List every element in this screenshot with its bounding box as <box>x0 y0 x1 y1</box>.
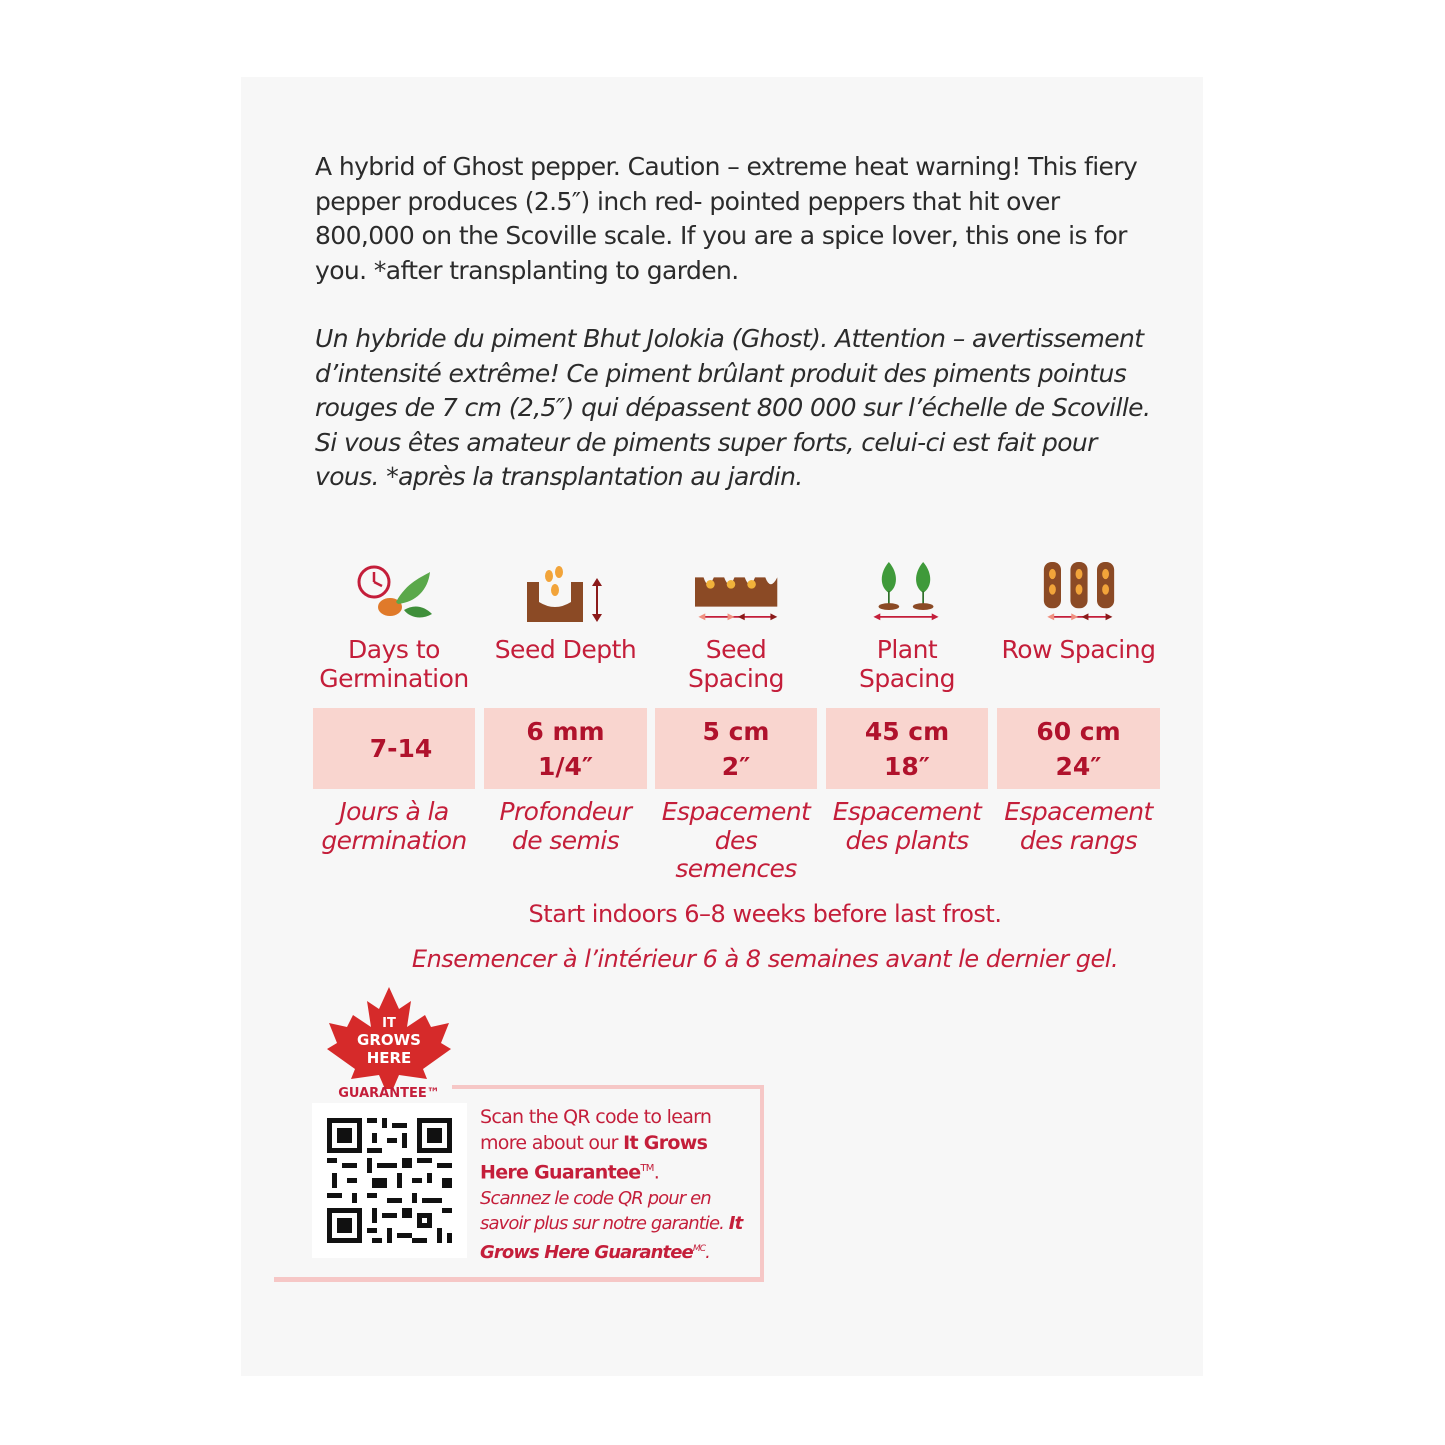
value-days-to-germination <box>313 708 475 789</box>
qr-text-fr-bold: It Grows Here Guarantee <box>480 1213 743 1263</box>
label-seed-depth: Seed Depth <box>494 635 637 664</box>
guarantee-box-border-bottom <box>274 1277 764 1282</box>
french-label-seed-depth: Profondeur de semis <box>499 797 632 855</box>
value-metric: 6 mm <box>526 716 605 746</box>
value-line: 7-14 <box>369 734 433 763</box>
value-imperial: 2″ <box>721 751 751 781</box>
leaf-text-here: HERE <box>366 1049 412 1067</box>
qr-code-panel[interactable] <box>312 1103 467 1258</box>
value-metric: 5 cm <box>702 716 770 746</box>
seed-depth-icon <box>525 562 610 622</box>
value-imperial: 1/4″ <box>537 751 594 781</box>
row-spacing-icon <box>1036 562 1122 622</box>
value-metric: 60 cm <box>1036 716 1121 746</box>
french-label-germination: Jours à la germination <box>321 797 467 855</box>
leaf-text-grows: GROWS <box>357 1031 421 1049</box>
leaf-text-it: IT <box>382 1016 396 1031</box>
french-label-plant-spacing: Espacement des plants <box>832 797 982 855</box>
clock-seedling-icon <box>352 562 434 622</box>
value-seed-spacing <box>655 708 817 789</box>
guarantee-box-border-top <box>452 1085 764 1089</box>
qr-text-en-tm: TM <box>640 1163 654 1174</box>
qr-code[interactable] <box>312 1103 467 1258</box>
value-plant-spacing <box>826 708 988 789</box>
seed-spacing-icon <box>688 562 786 622</box>
description-french: Un hybride du piment Bhut Jolokia (Ghost). Attention – avertissement d’intensité extrême! Ce piment brûlant produit des piments pointus rouges de 7 cm (2,5″) qui dépassent 800 000 sur l’échelle de Scoville. Si vous êtes amateur de piments super forts, celui-ci est fait pour vous. *après la transplantation au jardin. <box>315 324 1151 491</box>
value-imperial: 24″ <box>1055 751 1102 781</box>
label-days-to-germination: Days to Germination <box>319 635 469 693</box>
start-indoors-english: Start indoors 6–8 weeks before last frost. <box>528 900 1002 928</box>
french-label-seed-spacing: Espacement des semences <box>661 797 811 883</box>
value-row-spacing <box>997 708 1160 789</box>
label-plant-spacing: Plant Spacing <box>859 635 955 693</box>
value-imperial: 18″ <box>884 751 930 781</box>
leaf-text-guarantee: GUARANTEE™ <box>338 1086 440 1101</box>
guarantee-box-border-right <box>760 1085 764 1281</box>
maple-leaf-guarantee-logo <box>327 987 452 1102</box>
description-english: A hybrid of Ghost pepper. Caution – extreme heat warning! This fiery pepper produces (2.5″) inch red- pointed peppers that hit over 800,000 on the Scoville scale. If you are a spice lover, this one is for you. *after transplanting to garden. <box>315 152 1138 285</box>
plant-spacing-icon <box>866 562 946 622</box>
value-metric: 45 cm <box>864 716 950 746</box>
qr-guarantee-text: Scan the QR code to learn more about our It Grows Here Guarantee™. Scannez le code QR pour en savoir plus sur notre garantie. It Grows Here Guarantee$^{MC}$. <box>480 1105 760 1265</box>
qr-text-fr-block: Scannez le code QR pour en savoir plus sur notre garantie. It Grows Here Guarantee$^{MC}$. <box>480 1187 743 1263</box>
value-seed-depth <box>484 708 647 789</box>
label-row-spacing: Row Spacing <box>1001 635 1156 664</box>
qr-text-en: Scan the QR code to learn more about our <box>480 1106 712 1154</box>
label-seed-spacing: Seed Spacing <box>688 635 784 693</box>
qr-text-en-bold: It Grows Here Guarantee <box>480 1131 708 1184</box>
qr-text-fr-mc: MC <box>692 1243 706 1254</box>
qr-text-fr: Scannez le code QR pour en savoir plus sur notre garantie. <box>480 1187 729 1235</box>
start-indoors-french: Ensemencer à l’intérieur 6 à 8 semaines avant le dernier gel. <box>411 945 1119 973</box>
french-label-row-spacing: Espacement des rangs <box>1004 797 1153 855</box>
